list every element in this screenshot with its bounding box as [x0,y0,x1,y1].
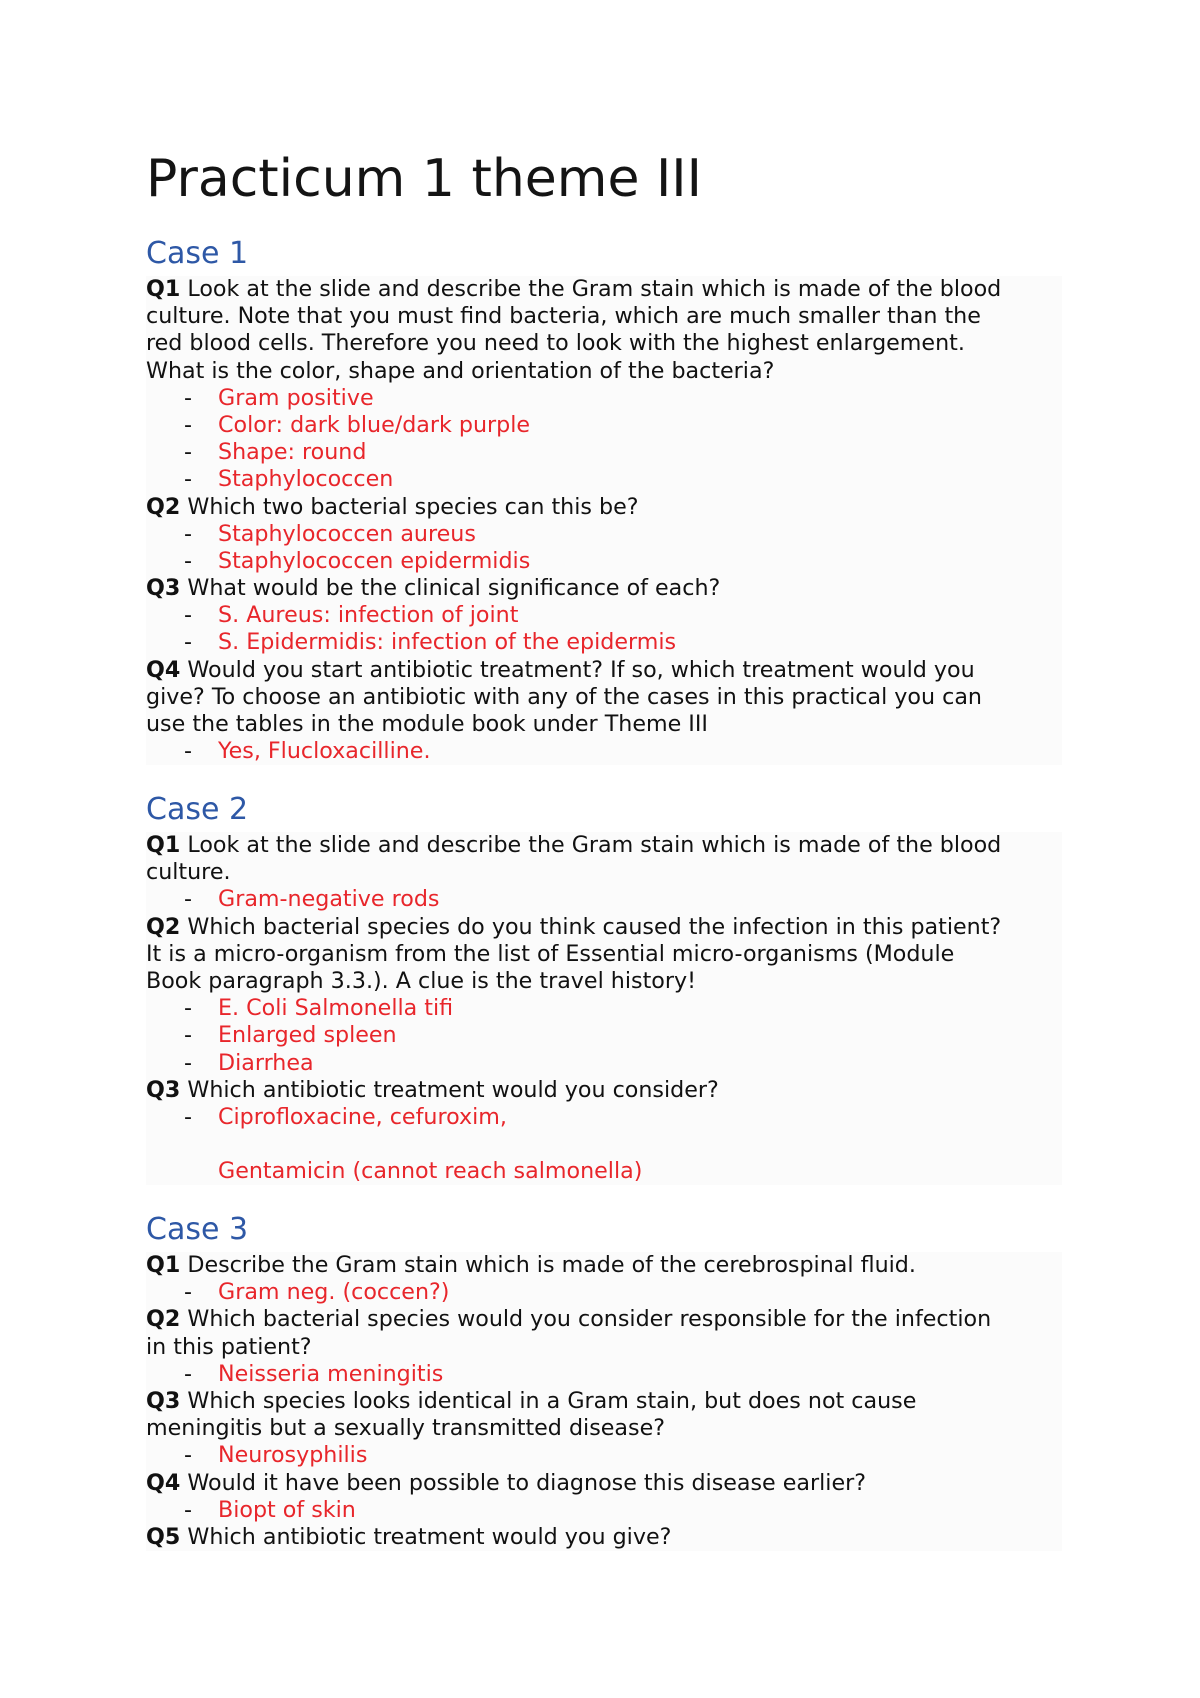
bullet-dash: - [184,411,193,438]
question-number: Q2 [146,1306,181,1333]
question-text: Describe the Gram stain which is made of the cerebrospinal fluid. [187,1252,916,1278]
bullet-dash: - [184,738,193,765]
answer-item [146,1022,1062,1049]
question-line [146,575,1062,602]
question-text: culture. Note that you must find bacteria, which are much smaller than the [146,303,981,330]
question-text: Which species looks identical in a Gram stain, but does not cause [187,1387,917,1414]
question-text: use the tables in the module book under Theme III [146,711,708,737]
question-number: Q4 [146,656,181,683]
question-line [146,657,1062,684]
question-text: Which antibiotic treatment would you consider? [187,1076,719,1103]
answer-item [146,886,1062,913]
answer-text: Staphylococcen aureus [218,520,476,547]
answer-text: Neurosyphilis [218,1442,368,1469]
question-text: culture. [146,859,231,886]
question-number: Q4 [146,1469,181,1496]
question-number: Q3 [146,575,181,602]
bullet-dash: - [184,995,193,1022]
question-line [146,1077,1062,1104]
answer-item [146,412,1062,439]
answer-text: Gram-negative rods [218,886,440,913]
answer-text: E. Coli Salmonella tifi [218,995,454,1022]
answer-text: Gram neg. (coccen?) [218,1279,450,1306]
question-number: Q1 [146,1252,181,1278]
answer-text: S. Epidermidis: infection of the epidermis [218,629,677,656]
answer-item [146,1442,1062,1469]
question-text: meningitis but a sexually transmitted disease? [146,1415,665,1442]
bullet-dash: - [184,1049,193,1076]
bullet-dash: - [184,1103,193,1130]
answer-item [146,521,1062,548]
answer-item [146,1361,1062,1388]
answer-item [146,466,1062,493]
answer-item [146,738,1062,765]
answer-text: Color: dark blue/dark purple [218,411,531,438]
question-number: Q1 [146,276,181,302]
answer-text: Ciprofloxacine, cefuroxim, [218,1103,507,1130]
bullet-dash: - [184,1442,193,1469]
bullet-dash: - [184,1496,193,1523]
answer-item [146,1497,1062,1524]
question-text: Look at the slide and describe the Gram stain which is made of the blood [187,832,1002,858]
question-text: Would it have been possible to diagnose this disease earlier? [187,1469,867,1496]
question-number: Q2 [146,913,181,940]
question-text: red blood cells. Therefore you need to look with the highest enlargement. [146,330,965,357]
answer-text: Shape: round [218,439,367,466]
answer-continuation [146,1158,1062,1185]
question-text: Would you start antibiotic treatment? If so, which treatment would you [187,656,975,683]
answer-item [146,548,1062,575]
answer-text: Staphylococcen epidermidis [218,547,531,574]
question-text: Which antibiotic treatment would you give? [187,1523,672,1550]
question-text: It is a micro-organism from the list of Essential micro-organisms (Module [146,940,955,967]
bullet-dash: - [184,1360,193,1387]
answer-item [146,995,1062,1022]
question-line [146,1252,1062,1279]
question-text: Which two bacterial species can this be? [187,493,639,520]
bullet-dash: - [184,629,193,656]
answer-item [146,385,1062,412]
answer-text: Gram positive [218,384,374,411]
question-text: What is the color, shape and orientation of the bacteria? [146,357,775,384]
question-text: in this patient? [146,1333,312,1360]
question-text: Book paragraph 3.3.). A clue is the travel history! [146,967,696,994]
bullet-dash: - [184,602,193,629]
bullet-dash: - [184,886,193,913]
answer-text: Enlarged spleen [218,1022,397,1049]
answer-text: Neisseria meningitis [218,1360,444,1387]
question-line [146,832,1062,859]
question-text: give? To choose an antibiotic with any of the cases in this practical you can [146,683,982,710]
case-2-heading: Case 2 [146,792,249,827]
answer-item [146,1050,1062,1077]
answer-item [146,602,1062,629]
question-text: What would be the clinical significance of each? [187,575,721,602]
question-line [146,1524,1062,1551]
question-number: Q2 [146,493,181,520]
case-2-content [146,832,1062,1185]
question-line [146,1470,1062,1497]
bullet-dash: - [184,384,193,411]
bullet-dash: - [184,466,193,493]
question-line [146,276,1062,303]
answer-text: Gentamicin (cannot reach salmonella) [218,1158,643,1185]
bullet-dash: - [184,1022,193,1049]
question-line [146,1306,1062,1333]
document-title: Practicum 1 theme III [146,149,702,209]
answer-text: Yes, Flucloxacilline. [218,738,431,765]
question-number: Q5 [146,1523,181,1550]
answer-text: S. Aureus: infection of joint [218,602,519,629]
question-number: Q3 [146,1387,181,1414]
answer-item [146,439,1062,466]
question-number: Q1 [146,832,181,858]
bullet-dash: - [184,520,193,547]
question-line [146,494,1062,521]
case-1-content [146,276,1062,765]
answer-text: Diarrhea [218,1049,314,1076]
answer-text: Staphylococcen [218,466,394,493]
answer-item [146,629,1062,656]
question-line [146,914,1062,941]
answer-text: Biopt of skin [218,1496,356,1523]
case-3-content [146,1252,1062,1551]
answer-item [146,1279,1062,1306]
question-text: Look at the slide and describe the Gram stain which is made of the blood [187,276,1002,302]
bullet-dash: - [184,439,193,466]
case-3-heading: Case 3 [146,1212,249,1247]
question-text: Which bacterial species would you consider responsible for the infection [187,1306,992,1333]
bullet-dash: - [184,547,193,574]
question-number: Q3 [146,1076,181,1103]
answer-item [146,1104,1062,1131]
bullet-dash: - [184,1279,193,1306]
question-line [146,1388,1062,1415]
question-text: Which bacterial species do you think caused the infection in this patient? [187,913,1002,940]
blank-line [146,1131,1062,1158]
case-1-heading: Case 1 [146,236,249,271]
